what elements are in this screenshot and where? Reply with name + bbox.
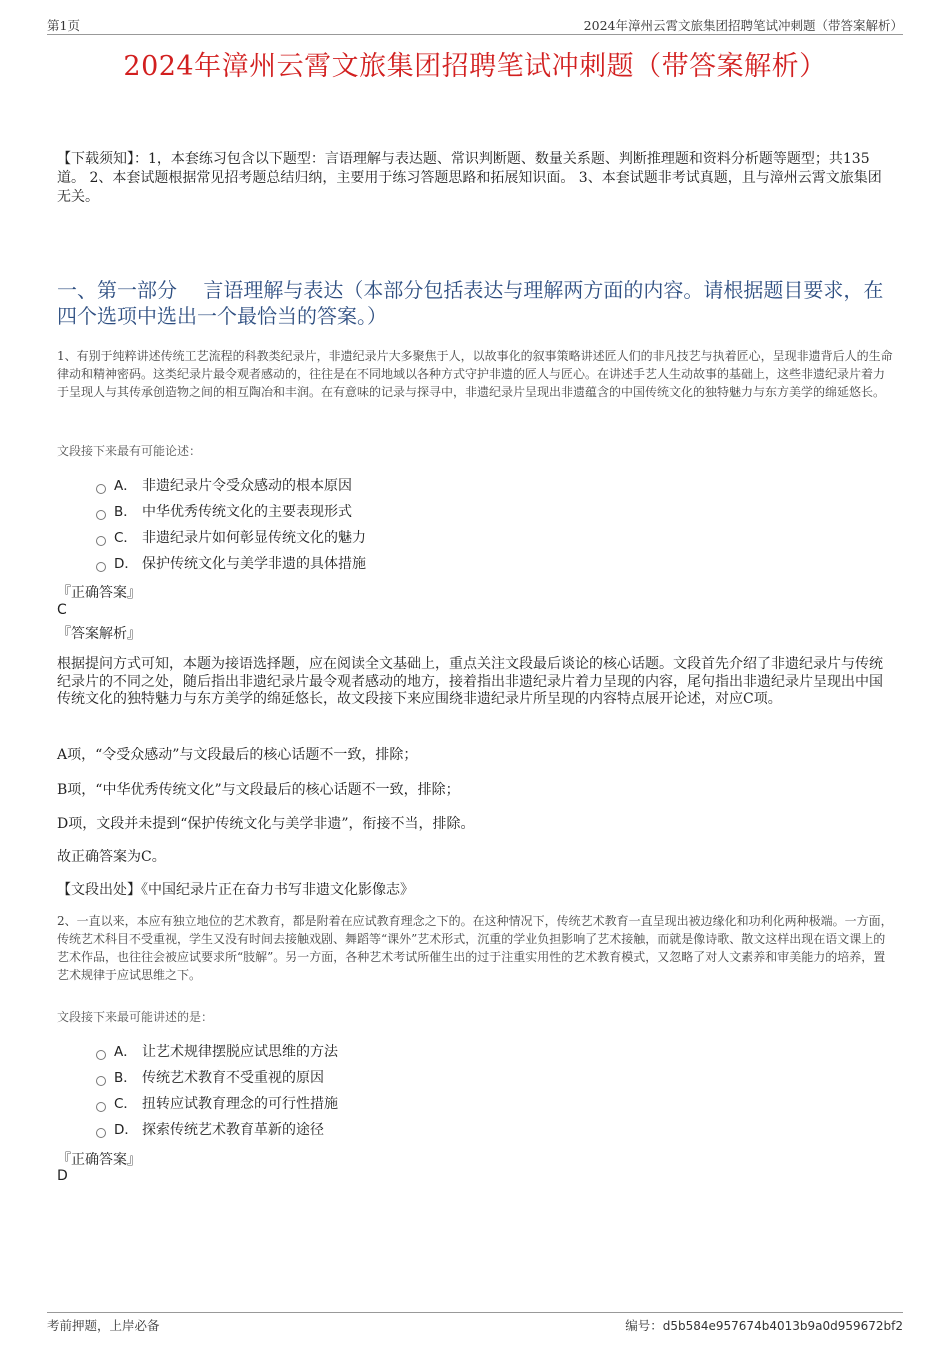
radio-icon[interactable] <box>96 1128 106 1138</box>
page-header <box>47 14 903 35</box>
question-1-prompt: 文段接下来最有可能论述： <box>57 444 202 458</box>
q2-answer: D <box>57 1168 68 1184</box>
radio-icon[interactable] <box>96 1076 106 1086</box>
q2-option-b[interactable]: B． 传统艺术教育不受重视的原因 <box>96 1068 324 1088</box>
q1-explanation-label: 『答案解析』 <box>57 626 141 642</box>
radio-icon[interactable] <box>96 510 106 520</box>
q2-answer-label: 『正确答案』 <box>57 1152 141 1168</box>
radio-icon[interactable] <box>96 1102 106 1112</box>
page-footer <box>47 1312 903 1333</box>
question-1-text: 1、有别于纯粹讲述传统工艺流程的科教类纪录片，非遗纪录片大多聚焦于人，以故事化的叙事策略讲述匠人们的非凡技艺与执着匠心，呈现非遗背后人的生命律动和精神密码。这类纪录片最令观者感动的，往往是在不同地域以各种方式守护非遗的匠人与匠心。在讲述手艺人生动故事的基础上，这些非遗纪录片着力于呈现人与其传承创造物之间的相互陶冶和丰润。在有意味的记录与探寻中，非遗纪录片呈现出非遗蕴含的中国传统文化的独特魅力与东方美学的绵延悠长。 <box>57 349 893 399</box>
q1-analysis-d: D项，文段并未提到“保护传统文化与美学非遗”，衔接不当，排除。 <box>57 816 475 832</box>
q1-option-a[interactable]: A． 非遗纪录片令受众感动的根本原因 <box>96 476 352 496</box>
radio-icon[interactable] <box>96 562 106 572</box>
q2-option-c[interactable]: C． 扭转应试教育理念的可行性措施 <box>96 1094 338 1114</box>
q1-analysis-a: A项，“令受众感动”与文段最后的核心话题不一致，排除； <box>57 747 418 763</box>
radio-icon[interactable] <box>96 484 106 494</box>
document-title: 2024年漳州云霄文旅集团招聘笔试冲刺题（带答案解析） <box>123 51 827 82</box>
q1-option-d[interactable]: D． 保护传统文化与美学非遗的具体措施 <box>96 554 366 574</box>
radio-icon[interactable] <box>96 1050 106 1060</box>
section-title: 一、第一部分 言语理解与表达（本部分包括表达与理解两方面的内容。请根据题目要求，在四个选项中选出一个最恰当的答案。） <box>57 278 884 328</box>
header-doc-title: 2024年漳州云霄文旅集团招聘笔试冲刺题（带答案解析） <box>583 18 903 33</box>
q1-answer: C <box>57 602 67 618</box>
page-number: 第1页 <box>47 18 80 33</box>
q1-option-b[interactable]: B． 中华优秀传统文化的主要表现形式 <box>96 502 352 522</box>
footer-code: 编号：d5b584e957674b4013b9a0d959672bf2 <box>625 1318 903 1333</box>
q1-option-c[interactable]: C． 非遗纪录片如何彰显传统文化的魅力 <box>96 528 366 548</box>
question-2-prompt: 文段接下来最可能讲述的是： <box>57 1010 214 1024</box>
q2-option-d[interactable]: D． 探索传统艺术教育革新的途径 <box>96 1120 324 1140</box>
q1-answer-label: 『正确答案』 <box>57 585 141 601</box>
q1-conclusion: 故正确答案为C。 <box>57 849 166 865</box>
radio-icon[interactable] <box>96 536 106 546</box>
question-2-text: 2、一直以来，本应有独立地位的艺术教育，都是附着在应试教育理念之下的。在这种情况下，传统艺术教育一直呈现出被边缘化和功利化两种极端。一方面，传统艺术科目不受重视，学生又没有时间去接触戏剧、舞蹈等“课外”艺术形式，沉重的学业负担影响了艺术接触，而就是像诗歌、散文这样出现在语文课上的艺术作品，也往往会被应试要求所“肢解”。另一方面，各种艺术考试所催生出的过于注重实用性的艺术教育模式，又忽略了对人文素养和审美能力的培养，置艺术规律于应试思维之下。 <box>57 914 893 982</box>
q2-option-a[interactable]: A． 让艺术规律摆脱应试思维的方法 <box>96 1042 338 1062</box>
q1-source: 【文段出处】《中国纪录片正在奋力书写非遗文化影像志》 <box>57 882 414 898</box>
download-notice: 【下载须知】：1，本套练习包含以下题型：言语理解与表达题、常识判断题、数量关系题、判断推理题和资料分析题等题型；共135道。 2、本套试题根据常见招考题总结归纳，主要用于练习答题思路和拓展知识面。 3、本套试题非考试真题，且与漳州云霄文旅集团无关。 <box>57 151 882 205</box>
footer-slogan: 考前押题，上岸必备 <box>47 1318 160 1333</box>
q1-explanation: 根据提问方式可知，本题为接语选择题，应在阅读全文基础上，重点关注文段最后谈论的核心话题。文段首先介绍了非遗纪录片与传统纪录片的不同之处，随后指出非遗纪录片最令观者感动的地方，接着指出非遗纪录片着力呈现的内容，尾句指出非遗纪录片呈现出中国传统文化的独特魅力与东方美学的绵延悠长，故文段接下来应围绕非遗纪录片所呈现的内容特点展开论述，对应C项。 <box>57 656 883 707</box>
q1-analysis-b: B项，“中华优秀传统文化”与文段最后的核心话题不一致，排除； <box>57 782 460 798</box>
